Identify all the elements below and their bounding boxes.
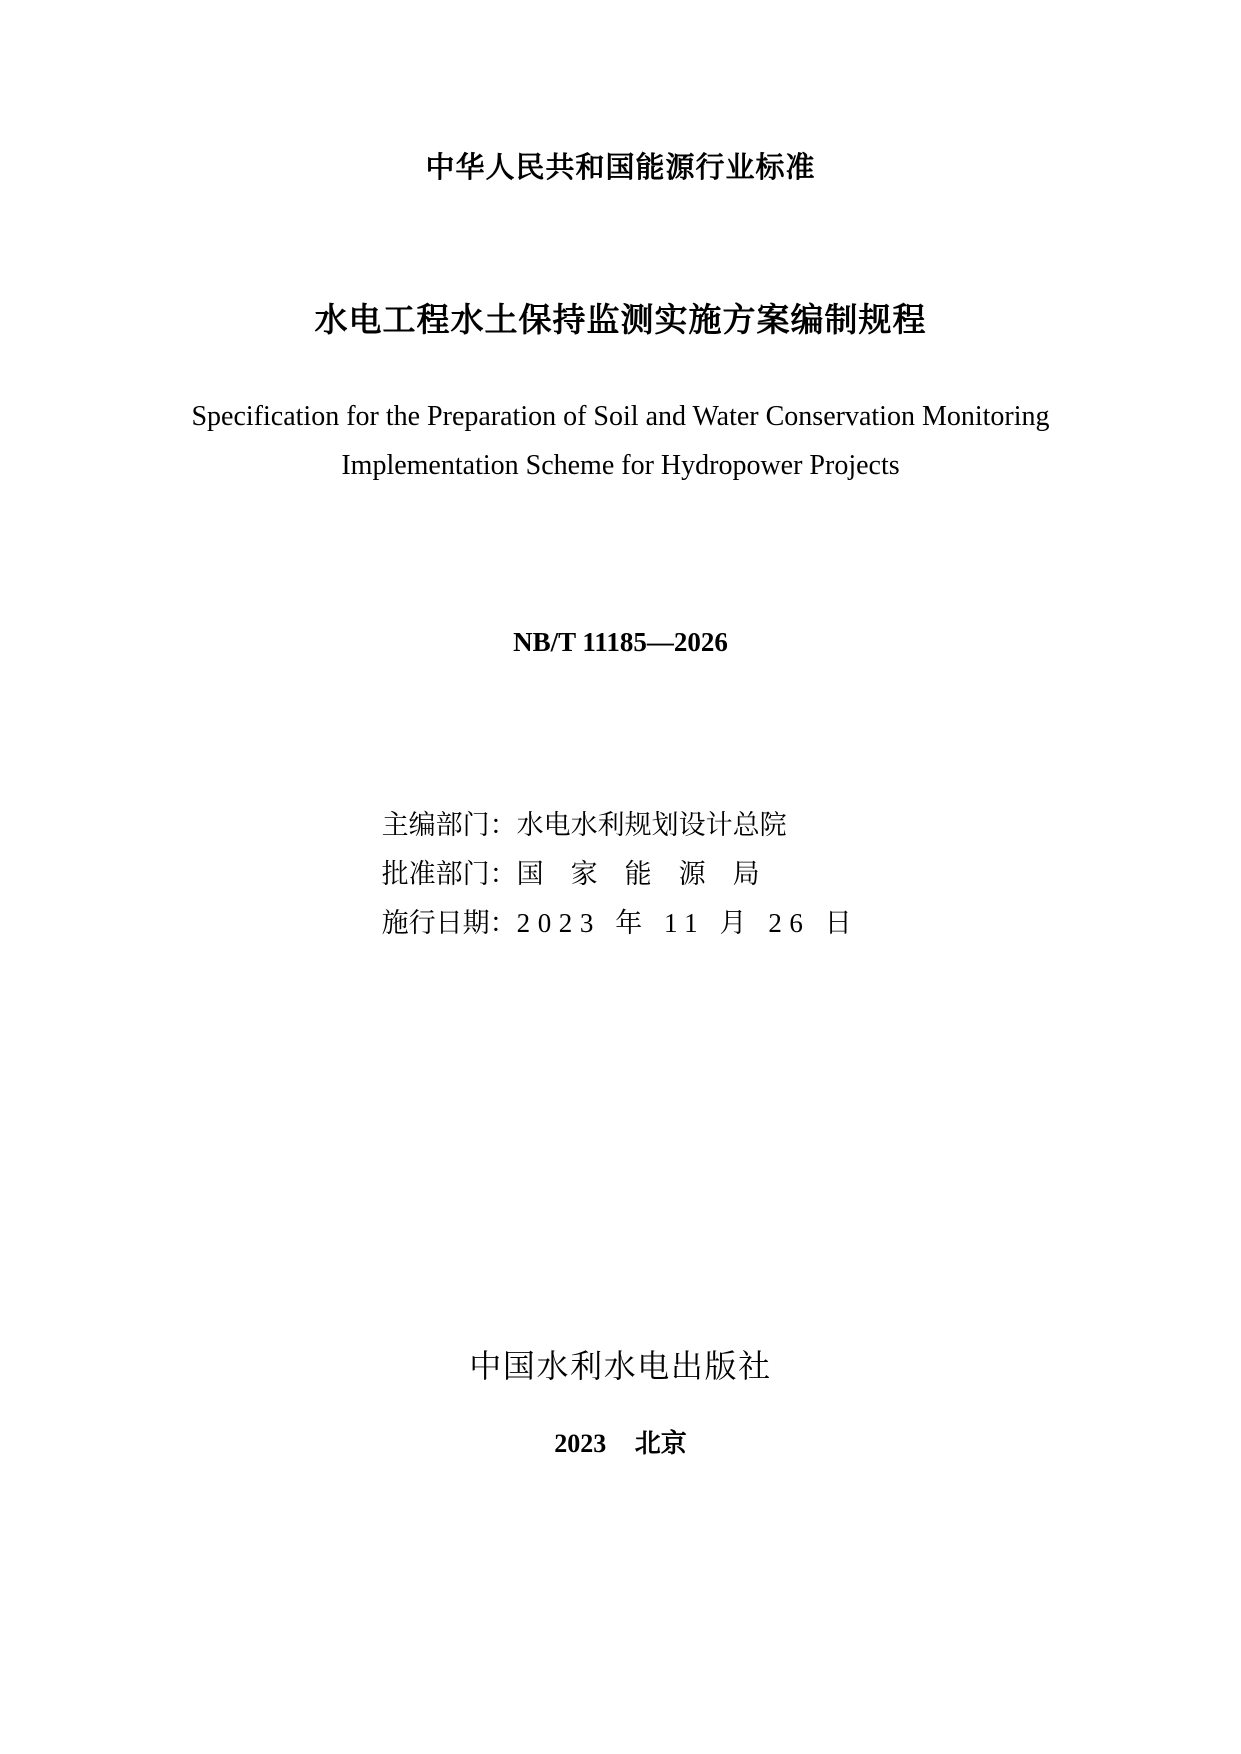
title-english-line1: Specification for the Preparation of Soil and Water Conservation Monitoring <box>191 401 1050 432</box>
title-chinese: 水电工程水土保持监测实施方案编制规程 <box>314 301 927 338</box>
effective-date-label: 施行日期： <box>381 908 517 938</box>
approval-department-value: 国 家 能 源 局 <box>516 859 760 889</box>
title-english <box>0 392 1241 490</box>
approval-department-label: 批准部门： <box>381 859 517 889</box>
standard-number: NB/T 11185—2026 <box>513 627 728 657</box>
chief-department-line <box>382 801 860 850</box>
chief-department-label: 主编部门： <box>381 810 517 840</box>
colophon-city: 北京 <box>634 1428 687 1458</box>
colophon-line <box>0 1425 1241 1462</box>
standard-type-heading: 中华人民共和国能源行业标准 <box>425 152 816 184</box>
effective-date-line <box>382 899 860 948</box>
publisher-name: 中国水利水电出版社 <box>469 1348 772 1384</box>
chief-department-value: 水电水利规划设计总院 <box>516 810 787 840</box>
effective-date-value: 2023 年 11 月 26 日 <box>516 908 860 938</box>
colophon-year: 2023 <box>554 1429 607 1458</box>
title-english-line2: Implementation Scheme for Hydropower Projects <box>341 450 900 481</box>
approval-department-line <box>382 850 860 899</box>
publication-details <box>382 801 860 948</box>
